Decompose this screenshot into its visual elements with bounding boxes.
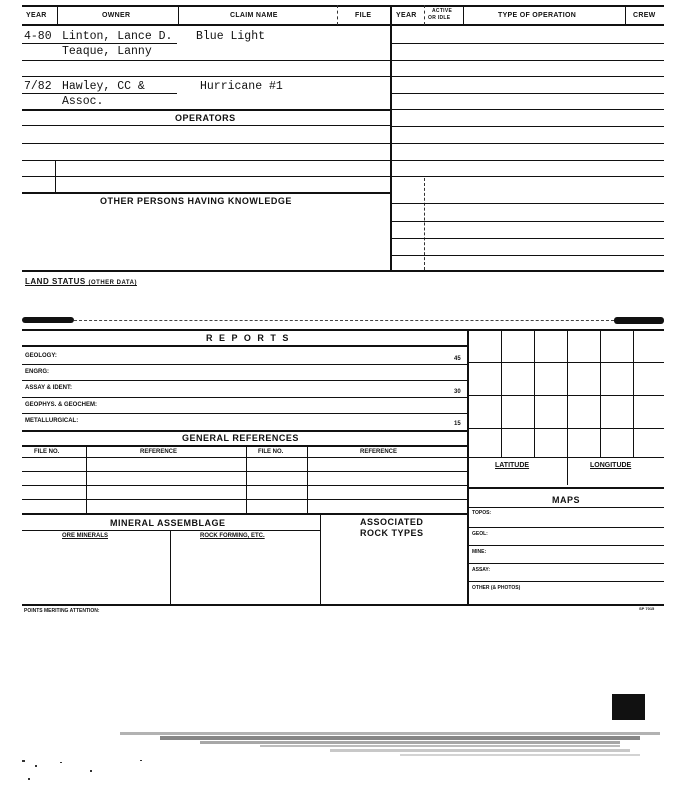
row-line (22, 413, 468, 414)
owner-name: Hawley, CC & (62, 80, 145, 93)
row-line (390, 93, 664, 94)
separator-line (74, 320, 614, 321)
row-line (467, 581, 664, 582)
row-line (390, 238, 664, 239)
row-line (22, 270, 664, 272)
col-divider (463, 5, 464, 25)
row-line (390, 60, 664, 61)
col-header-active: ACTIVE (432, 8, 453, 14)
grid-line (501, 329, 502, 457)
map-label-other: OTHER (& PHOTOS) (472, 585, 521, 591)
row-line (467, 545, 664, 546)
scan-noise-band (120, 732, 660, 756)
row-line (22, 430, 468, 432)
report-label-assay: ASSAY & IDENT: (25, 385, 73, 391)
separator-bar-left (22, 317, 74, 323)
col-divider (320, 513, 321, 604)
col-divider (424, 5, 425, 25)
separator-bar-right (614, 317, 664, 324)
row-line (390, 43, 664, 44)
col-divider (170, 530, 171, 604)
col-divider (55, 160, 56, 192)
row-line (22, 176, 392, 177)
rule (22, 445, 468, 447)
col-header-claim-name: CLAIM NAME (230, 12, 278, 19)
col-header-crew: CREW (633, 12, 656, 19)
col-header-year: YEAR (26, 12, 47, 19)
owner-year: 7/82 (24, 80, 52, 93)
report-label-engrg: ENGRG: (25, 369, 49, 375)
rule (22, 5, 664, 7)
other-persons-heading: OTHER PERSONS HAVING KNOWLEDGE (100, 196, 292, 206)
map-label-topos: TOPOS: (472, 510, 492, 516)
maps-heading: MAPS (552, 495, 581, 505)
col-divider (625, 5, 626, 25)
row-line (22, 143, 392, 144)
mineral-assemblage-heading: MINERAL ASSEMBLAGE (110, 518, 226, 528)
owner-name: Linton, Lance D. (62, 30, 173, 43)
rock-types-heading: ROCK TYPES (360, 528, 424, 538)
row-line (390, 221, 664, 222)
longitude-label: LONGITUDE (590, 462, 632, 469)
report-label-geophys: GEOPHYS. & GEOCHEM: (25, 402, 98, 408)
row-line (22, 513, 468, 515)
operators-heading: OPERATORS (175, 113, 236, 123)
row-line (390, 255, 664, 256)
map-label-geol: GEOL: (472, 531, 488, 537)
report-label-metallurgical: METALLURGICAL: (25, 418, 79, 424)
report-number: 15 (454, 421, 461, 427)
land-status-heading (25, 277, 137, 286)
grid-line (467, 362, 664, 363)
claim-name: Blue Light (196, 30, 266, 43)
row-line (22, 76, 392, 77)
row-line (22, 397, 468, 398)
associated-heading: ASSOCIATED (360, 517, 424, 527)
row-line (22, 471, 468, 472)
grid-line (467, 457, 664, 458)
claim-name: Hurricane #1 (200, 80, 283, 93)
col-header-year-2: YEAR (396, 12, 417, 19)
col-divider (86, 445, 87, 513)
row-line (22, 499, 468, 500)
form-number: SP 7015 (639, 606, 655, 611)
row-line (390, 126, 664, 127)
row-line (467, 507, 664, 508)
col-header-type-of-operation: TYPE OF OPERATION (498, 12, 577, 19)
underline (22, 43, 177, 44)
row-line (22, 125, 392, 126)
row-line (467, 563, 664, 564)
col-divider (337, 5, 338, 25)
row-line (22, 60, 392, 61)
map-label-mine: MINE: (472, 549, 487, 555)
row-line (390, 109, 664, 110)
row-line (22, 109, 392, 111)
col-divider (178, 5, 179, 25)
owner-year: 4-80 (24, 30, 52, 43)
row-line (22, 380, 468, 381)
row-line (22, 457, 468, 458)
grid-line (467, 395, 664, 396)
col-header-owner: OWNER (102, 12, 131, 19)
row-line (22, 485, 468, 486)
rule (22, 345, 468, 347)
owner-name: Assoc. (62, 95, 104, 108)
rock-forming-label: ROCK FORMING, ETC. (200, 533, 265, 539)
row-line (22, 192, 392, 194)
row-line (390, 203, 664, 204)
points-meriting-attention-label: POINTS MERITING ATTENTION: (24, 608, 100, 614)
latitude-label: LATITUDE (495, 462, 530, 469)
rule (22, 604, 664, 606)
rule (467, 487, 664, 489)
report-number: 45 (454, 356, 461, 362)
rule (22, 24, 664, 26)
ref-col-reference: REFERENCE (140, 449, 178, 455)
reports-heading: R E P O R T S (206, 333, 291, 343)
grid-line (567, 329, 568, 485)
land-status-label: LAND STATUS (25, 277, 86, 286)
col-divider (246, 445, 247, 513)
row-line (390, 76, 664, 77)
col-divider (307, 445, 308, 513)
underline (22, 93, 177, 94)
row-line (22, 530, 321, 531)
ref-col-file-no: FILE NO. (34, 449, 60, 455)
land-status-sublabel: (OTHER DATA) (88, 280, 137, 286)
ref-col-file-no: FILE NO. (258, 449, 284, 455)
col-divider (424, 178, 425, 270)
col-header-or-idle: OR IDLE (428, 15, 451, 21)
grid-line (534, 329, 535, 457)
scan-noise-strip (0, 690, 678, 807)
row-line (390, 143, 664, 144)
general-references-heading: GENERAL REFERENCES (182, 433, 299, 443)
row-line (22, 160, 392, 161)
report-label-geology: GEOLOGY: (25, 353, 57, 359)
col-divider (57, 5, 58, 25)
row-line (467, 527, 664, 528)
grid-line (600, 329, 601, 457)
row-line (390, 160, 664, 161)
map-label-assay: ASSAY: (472, 567, 491, 573)
owner-name: Teaque, Lanny (62, 45, 152, 58)
col-divider (390, 5, 392, 270)
ref-col-reference: REFERENCE (360, 449, 398, 455)
scan-block (612, 694, 645, 720)
row-line (22, 364, 468, 365)
col-header-file: FILE (355, 12, 372, 19)
ore-minerals-label: ORE MINERALS (62, 533, 109, 539)
row-line (390, 176, 664, 177)
grid-line (633, 329, 634, 457)
report-number: 30 (454, 389, 461, 395)
grid-line (467, 428, 664, 429)
